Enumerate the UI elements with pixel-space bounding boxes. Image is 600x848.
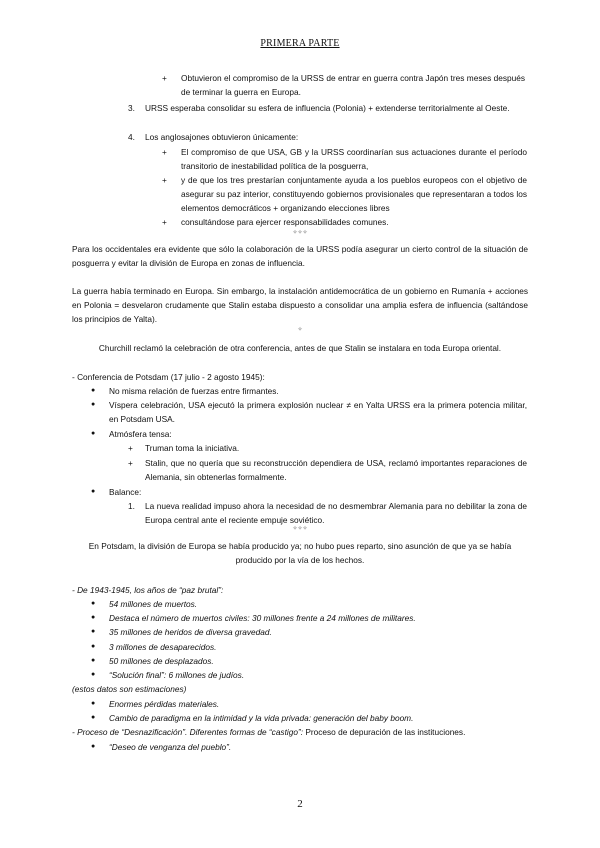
bullet-marker: ● [91,600,96,607]
list-number: 4. [128,132,135,142]
page-header-title: PRIMERA PARTE [260,38,340,49]
section-separator: ✧ [297,327,303,333]
page-number: 2 [297,798,303,810]
list-item-text: “Deseo de venganza del pueblo”. [109,742,232,752]
bullet-marker: ● [91,714,96,721]
list-number: 1. [128,501,135,511]
section-heading [72,725,465,739]
heading-plain-part: Proceso de depuración de las instituciones. [303,727,466,737]
list-number: 3. [128,103,135,113]
list-item-text: Víspera celebración, USA ejecutó la primera explosión nuclear ≠ en Yalta URSS era la primera potencia militar, en Potsdam USA. [109,400,527,424]
list-item-text: Truman toma la iniciativa. [145,443,240,453]
list-item-text: y de que los tres prestarían conjuntamente ayuda a los pueblos europeos con el objetivo de asegurar su paz interior, constituyendo gobiernos provisionales que representaran a todos los elementos democráticos + organizando elecciones libres [181,175,527,213]
bullet-marker: + [162,175,167,185]
note: (estos datos son estimaciones) [72,684,187,694]
section-separator: ✧✧✧ [292,230,308,236]
list-item-text: Stalin, que no quería que su reconstrucción dependiera de USA, reclamó importantes reparaciones de Alemania, sin obtenerlas formalmente. [145,458,527,482]
list-item-text: Obtuvieron el compromiso de la URSS de entrar en guerra contra Japón tres meses después de terminar la guerra en Europa. [181,73,525,97]
list-item-text: No misma relación de fuerzas entre firmantes. [109,386,279,396]
list-item-text: El compromiso de que USA, GB y la URSS coordinarían sus actuaciones durante el período transitorio de inestabilidad política de la posguerra, [181,147,527,171]
paragraph: Para los occidentales era evidente que sólo la colaboración de la URSS podía asegurar un cierto control de la situación de posguerra y evitar la división de Europa en zonas de influencia. [72,244,528,268]
bullet-marker: ● [91,657,96,664]
list-item-text: Atmósfera tensa: [109,429,172,439]
list-item-text: 35 millones de heridos de diversa gravedad. [109,627,272,637]
bullet-marker: ● [91,628,96,635]
bullet-marker: ● [91,700,96,707]
bullet-marker: ● [91,643,96,650]
bullet-marker: + [162,73,167,83]
list-item-text: Enormes pérdidas materiales. [109,699,220,709]
list-item-text: Cambio de paradigma en la intimidad y la vida privada: generación del baby boom. [109,713,414,723]
bullet-marker: ● [91,614,96,621]
paragraph: La guerra había terminado en Europa. Sin embargo, la instalación antidemocrática de un gobierno en Rumanía + acciones en Polonia = desvelaron crudamente que Stalin estaba dispuesto a consolidar una amplia esfera de influencia (saltándose los principios de Yalta). [72,286,528,324]
list-item-text: 50 millones de desplazados. [109,656,214,666]
bullet-marker: ● [91,488,96,495]
bullet-marker: ● [91,401,96,408]
bullet-marker: + [162,147,167,157]
bullet-marker: ● [91,387,96,394]
list-item-text: “Solución final”: 6 millones de judíos. [109,670,245,680]
bullet-marker: + [162,217,167,227]
list-item-text: Los anglosajones obtuvieron únicamente: [145,132,299,142]
bullet-marker: + [128,443,133,453]
section-heading: - De 1943-1945, los años de “paz brutal”: [72,585,224,595]
list-item-text: URSS esperaba consolidar su esfera de influencia (Polonia) + extenderse territorialmente al Oeste. [145,103,510,113]
list-item-text: 54 millones de muertos. [109,599,198,609]
list-item-text: La nueva realidad impuso ahora la necesidad de no desmembrar Alemania para no debilitar la zona de Europa central ante el reciente empuje soviético. [145,501,527,525]
bullet-marker: ● [91,430,96,437]
paragraph-centered: Churchill reclamó la celebración de otra conferencia, antes de que Stalin se instalara en toda Europa oriental. [98,343,502,353]
list-item-text: consultándose para ejercer responsabilidades comunes. [181,217,389,227]
paragraph-centered: En Potsdam, la división de Europa se había producido ya; no hubo pues reparto, sino asunción de que ya se había producido por la vía de los hechos. [88,541,512,565]
section-separator: ✧✧✧ [292,526,308,532]
list-item-text: 3 millones de desaparecidos. [109,642,217,652]
heading-italic-part: - Proceso de “Desnazificación”. Diferentes formas de “castigo”: [72,727,304,737]
bullet-marker: ● [91,671,96,678]
list-item-text: Balance: [109,487,142,497]
bullet-marker: ● [91,743,96,750]
section-heading: - Conferencia de Potsdam (17 julio - 2 agosto 1945): [72,372,265,382]
bullet-marker: + [128,458,133,468]
list-item-text: Destaca el número de muertos civiles: 30 millones frente a 24 millones de militares. [109,613,416,623]
